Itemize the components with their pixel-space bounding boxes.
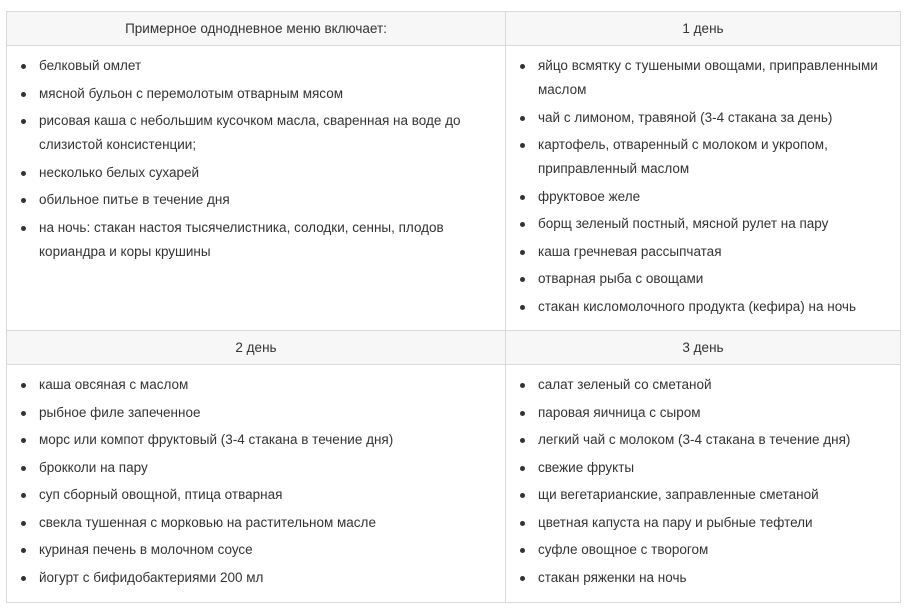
list-item: стакан кисломолочного продукта (кефира) на ночь [519, 295, 888, 319]
list-item: каша овсяная с маслом [20, 373, 493, 397]
list-item: белковый омлет [20, 54, 493, 78]
header-day-1: 1 день [506, 12, 901, 46]
day-2-cell [7, 365, 506, 603]
list-item: легкий чай с молоком (3-4 стакана в течение дня) [519, 428, 888, 452]
header-row-2 [7, 331, 901, 365]
list-item: чай с лимоном, травяной (3-4 стакана за день) [519, 106, 888, 130]
header-day-3: 3 день [506, 331, 901, 365]
intro-list [20, 54, 493, 264]
list-item: мясной бульон с перемолотым отварным мясом [20, 82, 493, 106]
day-3-list [519, 373, 888, 590]
list-item: свежие фрукты [519, 456, 888, 480]
list-item: морс или компот фруктовый (3-4 стакана в течение дня) [20, 428, 493, 452]
day-1-list [519, 54, 888, 319]
list-item: цветная капуста на пару и рыбные тефтели [519, 511, 888, 535]
day-3-cell [506, 365, 901, 603]
body-row-1 [7, 46, 901, 331]
list-item: фруктовое желе [519, 185, 888, 209]
list-item: суп сборный овощной, птица отварная [20, 483, 493, 507]
list-item: свекла тушенная с морковью на растительном масле [20, 511, 493, 535]
list-item: брокколи на пару [20, 456, 493, 480]
day-1-cell [506, 46, 901, 331]
body-row-2 [7, 365, 901, 603]
list-item: борщ зеленый постный, мясной рулет на пару [519, 212, 888, 236]
list-item: яйцо всмятку с тушеными овощами, приправленными маслом [519, 54, 888, 102]
day-2-list [20, 373, 493, 590]
list-item: отварная рыба с овощами [519, 267, 888, 291]
list-item: паровая яичница с сыром [519, 401, 888, 425]
header-row-1 [7, 12, 901, 46]
list-item: йогурт с бифидобактериями 200 мл [20, 566, 493, 590]
list-item: стакан ряженки на ночь [519, 566, 888, 590]
list-item: каша гречневая рассыпчатая [519, 240, 888, 264]
list-item: рисовая каша с небольшим кусочком масла, сваренная на воде до слизистой консистенции; [20, 109, 493, 157]
list-item: салат зеленый со сметаной [519, 373, 888, 397]
header-day-2: 2 день [7, 331, 506, 365]
intro-cell [7, 46, 506, 331]
header-intro: Примерное однодневное меню включает: [7, 12, 506, 46]
list-item: несколько белых сухарей [20, 161, 493, 185]
list-item: на ночь: стакан настоя тысячелистника, солодки, сенны, плодов кориандра и коры крушины [20, 216, 493, 264]
list-item: рыбное филе запеченное [20, 401, 493, 425]
menu-table [6, 11, 901, 603]
list-item: обильное питье в течение дня [20, 188, 493, 212]
list-item: картофель, отваренный с молоком и укропом, приправленный маслом [519, 133, 888, 181]
list-item: куриная печень в молочном соусе [20, 538, 493, 562]
list-item: суфле овощное с творогом [519, 538, 888, 562]
list-item: щи вегетарианские, заправленные сметаной [519, 483, 888, 507]
